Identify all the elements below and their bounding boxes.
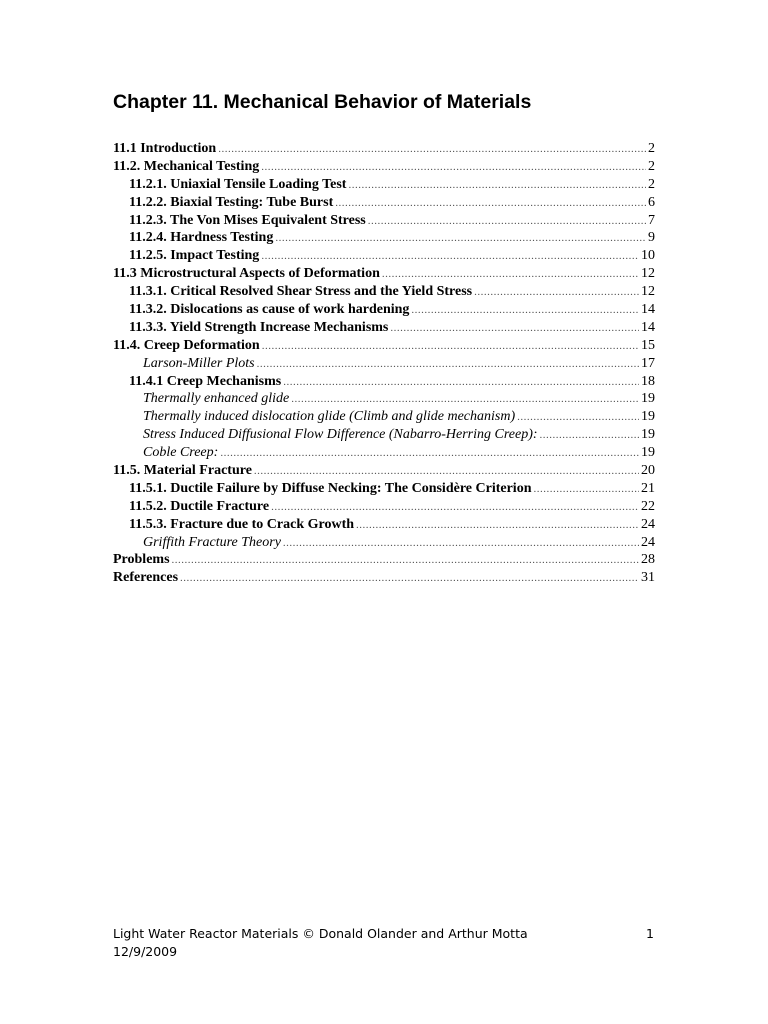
toc-dot-leader (517, 409, 639, 427)
toc-dot-leader (218, 141, 646, 159)
toc-page-number: 19 (641, 427, 655, 443)
table-of-contents (113, 140, 655, 587)
toc-page-number: 24 (641, 516, 655, 532)
toc-dot-leader (533, 481, 639, 499)
toc-entry[interactable] (113, 265, 655, 283)
toc-entry-title: References (113, 570, 179, 586)
toc-entry[interactable] (113, 176, 655, 194)
toc-dot-leader (254, 463, 639, 481)
footer (113, 925, 528, 961)
toc-entry[interactable] (113, 301, 655, 319)
footer-page-number: 1 (646, 926, 654, 941)
toc-entry-title: Thermally induced dislocation glide (Climb and glide mechanism) (143, 409, 516, 425)
toc-entry[interactable] (113, 229, 655, 247)
toc-page-number: 2 (648, 141, 655, 156)
toc-page-number: 31 (641, 570, 655, 586)
toc-dot-leader (257, 356, 639, 374)
toc-page-number: 19 (641, 409, 655, 425)
toc-dot-leader (411, 302, 639, 320)
toc-page-number: 19 (641, 391, 655, 407)
toc-dot-leader (262, 338, 639, 356)
toc-entry-title: 11.2.4. Hardness Testing (129, 230, 274, 246)
toc-dot-leader (382, 266, 639, 284)
toc-entry-title: Coble Creep: (143, 445, 219, 461)
chapter-title: Chapter 11. Mechanical Behavior of Materials (113, 91, 532, 113)
toc-entry-title: 11.2.5. Impact Testing (129, 248, 260, 264)
toc-entry-title: 11.3 Microstructural Aspects of Deformation (113, 266, 380, 282)
toc-dot-leader (390, 320, 639, 338)
toc-page-number: 18 (641, 373, 655, 389)
toc-page-number: 22 (641, 498, 655, 514)
toc-entry[interactable] (113, 480, 655, 498)
toc-entry-title: 11.2.3. The Von Mises Equivalent Stress (129, 212, 366, 228)
toc-entry-title: Thermally enhanced glide (143, 391, 290, 407)
toc-dot-leader (356, 517, 639, 535)
toc-page-number: 12 (641, 284, 655, 300)
toc-page-number: 9 (648, 230, 655, 246)
toc-entry[interactable] (113, 462, 655, 480)
toc-entry[interactable] (113, 140, 655, 158)
footer-date: 12/9/2009 (113, 944, 178, 959)
toc-entry[interactable] (113, 212, 655, 230)
toc-page-number: 12 (641, 266, 655, 282)
toc-entry-title: Larson-Miller Plots (143, 355, 255, 371)
toc-entry-title: Stress Induced Diffusional Flow Difference (Nabarro-Herring Creep): (143, 427, 538, 443)
toc-entry-title: 11.4. Creep Deformation (113, 337, 260, 353)
toc-entry-title: 11.3.1. Critical Resolved Shear Stress and the Yield Stress (129, 284, 473, 300)
toc-page-number: 2 (648, 176, 655, 192)
toc-entry-title: 11.3.3. Yield Strength Increase Mechanisms (129, 319, 389, 335)
toc-dot-leader (335, 195, 646, 213)
toc-page-number: 28 (641, 552, 655, 568)
toc-page-number: 14 (641, 319, 655, 335)
toc-dot-leader (540, 427, 639, 445)
toc-entry-title: Problems (113, 552, 170, 568)
toc-entry[interactable] (113, 337, 655, 355)
toc-dot-leader (261, 248, 639, 266)
toc-page-number: 14 (641, 302, 655, 318)
toc-entry-title: 11.5.3. Fracture due to Crack Growth (129, 516, 355, 532)
toc-page-number: 21 (641, 480, 655, 496)
toc-page-number: 2 (648, 158, 655, 174)
toc-entry[interactable] (113, 551, 655, 569)
toc-page-number: 20 (641, 463, 655, 479)
toc-page-number: 19 (641, 445, 655, 461)
toc-page-number: 15 (641, 337, 655, 353)
toc-dot-leader (220, 445, 639, 463)
toc-page-number: 6 (648, 194, 655, 210)
toc-dot-leader (172, 552, 639, 570)
toc-page-number: 17 (641, 355, 655, 371)
toc-dot-leader (180, 570, 639, 588)
toc-entry[interactable] (113, 516, 655, 534)
toc-entry-title: 11.5. Material Fracture (113, 463, 252, 479)
toc-page-number: 24 (641, 534, 655, 550)
toc-dot-leader (271, 499, 639, 517)
toc-dot-leader (291, 391, 639, 409)
toc-entry[interactable] (113, 319, 655, 337)
toc-entry-title: 11.1 Introduction (113, 141, 217, 156)
footer-copyright: Light Water Reactor Materials © Donald Olander and Arthur Motta (113, 926, 528, 941)
toc-entry-title: Griffith Fracture Theory (143, 534, 281, 550)
toc-entry-title: 11.2.2. Biaxial Testing: Tube Burst (129, 194, 334, 210)
toc-entry[interactable] (113, 408, 655, 426)
toc-entry-title: 11.4.1 Creep Mechanisms (129, 373, 282, 389)
toc-entry[interactable] (113, 444, 655, 462)
toc-entry[interactable] (113, 283, 655, 301)
toc-entry[interactable] (113, 158, 655, 176)
toc-entry[interactable] (113, 373, 655, 391)
toc-dot-leader (261, 159, 646, 177)
toc-page-number: 10 (641, 248, 655, 264)
toc-dot-leader (368, 213, 646, 231)
toc-entry-title: 11.2.1. Uniaxial Tensile Loading Test (129, 176, 347, 192)
toc-entry[interactable] (113, 355, 655, 373)
toc-entry-title: 11.3.2. Dislocations as cause of work hardening (129, 302, 410, 318)
toc-entry[interactable] (113, 534, 655, 552)
toc-entry-title: 11.5.1. Ductile Failure by Diffuse Necking: The Considère Criterion (129, 480, 532, 496)
toc-entry[interactable] (113, 498, 655, 516)
toc-dot-leader (474, 284, 639, 302)
toc-dot-leader (348, 177, 646, 195)
toc-entry[interactable] (113, 426, 655, 444)
toc-entry[interactable] (113, 569, 655, 587)
toc-dot-leader (275, 230, 646, 248)
toc-entry-title: 11.5.2. Ductile Fracture (129, 498, 270, 514)
toc-dot-leader (283, 535, 639, 553)
toc-page-number: 7 (648, 212, 655, 228)
toc-entry[interactable] (113, 390, 655, 408)
toc-dot-leader (283, 374, 639, 392)
toc-entry-title: 11.2. Mechanical Testing (113, 158, 260, 174)
toc-entry[interactable] (113, 247, 655, 265)
toc-entry[interactable] (113, 194, 655, 212)
